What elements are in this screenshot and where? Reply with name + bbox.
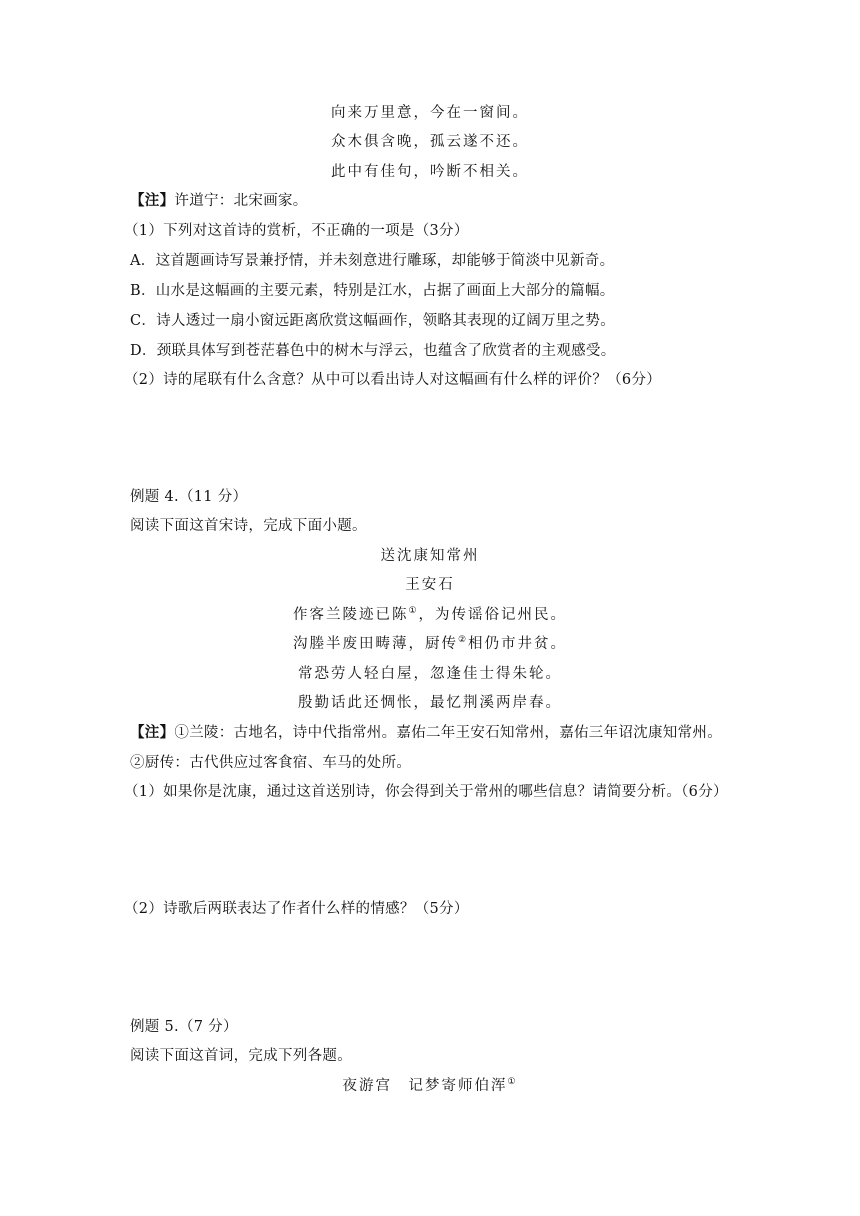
poem-title: 夜游宫 记梦寄师伯浑① (342, 1077, 518, 1094)
note-text: ①兰陵：古地名，诗中代指常州。嘉佑二年王安石知常州，嘉佑三年诏沈康知常州。 (174, 725, 723, 741)
poem-line: 众木俱含晚，孤云遂不还。 (331, 134, 529, 150)
poem-note (130, 723, 722, 743)
question-1: （1）如果你是沈康，通过这首送别诗，你会得到关于常州的哪些信息？请简要分析。（6分） (124, 784, 728, 800)
poem-author: 王安石 (405, 577, 455, 593)
example-5-heading: 例题 5.（7 分） (130, 1019, 238, 1035)
poem-note-2: ②厨传：古代供应过客食宿、车马的处所。 (130, 755, 412, 771)
poem-line: 此中有佳句，吟断不相关。 (331, 164, 529, 180)
note-label: 【注】 (130, 192, 175, 209)
poem-line: 沟塍半废田畴薄，厨传②相仍市井贫。 (292, 635, 568, 652)
footnote-marker: ② (457, 635, 469, 645)
example-4-heading: 例题 4.（11 分） (130, 489, 248, 505)
option-c: C．诗人透过一扇小窗远距离欣赏这幅画作，领略其表现的辽阔万里之势。 (130, 313, 615, 329)
footnote-marker: ① (408, 606, 419, 616)
question-2: （2）诗歌后两联表达了作者什么样的情感？（5分） (124, 901, 469, 917)
example-4-instruction: 阅读下面这首宋诗，完成下面小题。 (130, 518, 367, 534)
example-5-instruction: 阅读下面这首词，完成下列各题。 (130, 1048, 352, 1064)
question-2: （2）诗的尾联有什么含意？从中可以看出诗人对这幅画有什么样的评价？（6分） (124, 372, 662, 388)
poem-line: 常恐劳人轻白屋，忽逢佳士得朱轮。 (298, 666, 562, 682)
question-1: （1）下列对这首诗的赏析，不正确的一项是（3分） (124, 223, 469, 239)
poem-line: 向来万里意，今在一窗间。 (331, 105, 529, 121)
option-b: B．山水是这幅画的主要元素，特别是江水，占据了画面上大部分的篇幅。 (130, 283, 615, 299)
note-text: 许道宁：北宋画家。 (174, 193, 308, 209)
poem-note (130, 191, 308, 211)
poem-title: 送沈康知常州 (380, 548, 480, 564)
poem-line: 殷勤话此还惆怅，最忆荆溪两岸春。 (298, 695, 562, 711)
poem-line: 作客兰陵迹已陈①，为传谣俗记州民。 (292, 606, 568, 623)
option-a: A．这首题画诗写景兼抒情，并未刻意进行雕琢，却能够于简淡中见新奇。 (130, 253, 615, 269)
note-label: 【注】 (130, 724, 175, 741)
footnote-marker: ① (507, 1077, 518, 1087)
option-d: D．颈联具体写到苍茫暮色中的树木与浮云，也蕴含了欣赏者的主观感受。 (130, 343, 616, 359)
